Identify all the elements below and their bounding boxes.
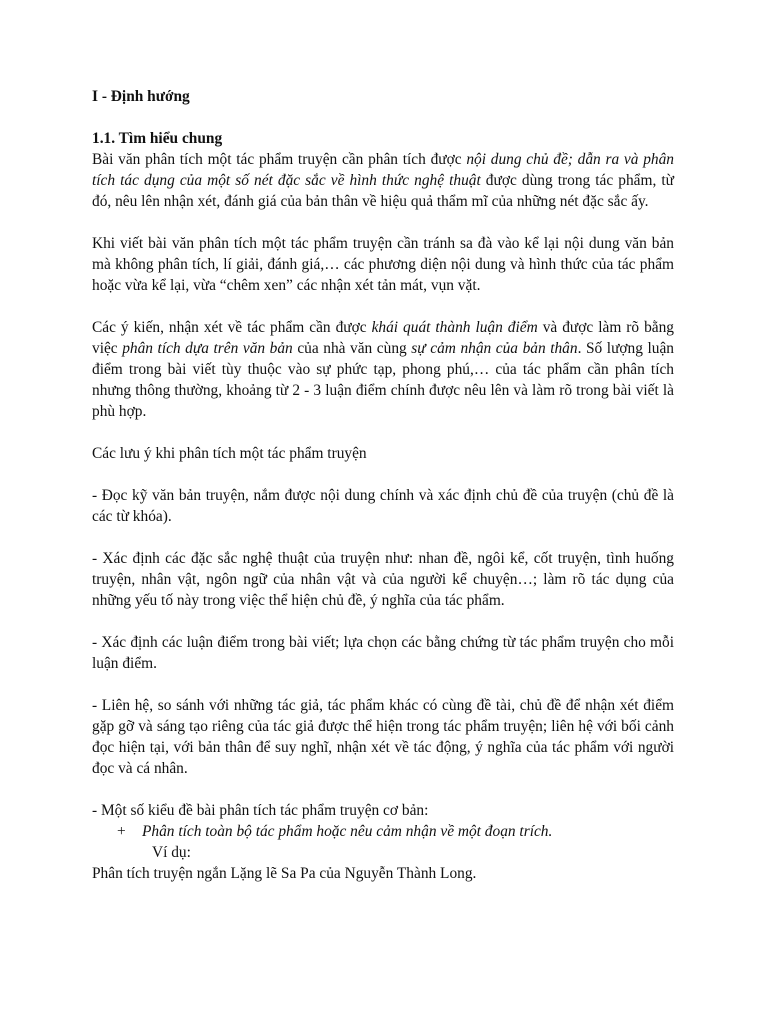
paragraph-intro [92, 149, 674, 212]
paragraph-text: và được làm rõ bằng việc [92, 319, 674, 357]
paragraph-text: của nhà văn cùng [292, 340, 412, 357]
italic-emphasis: phân tích dựa trên văn bản [122, 340, 293, 357]
sub-list-text: Phân tích toàn bộ tác phẩm hoặc nêu cảm nhận về một đoạn trích. [142, 823, 553, 840]
subsection-heading: 1.1. Tìm hiểu chung [92, 130, 223, 147]
paragraph-notes-title: Các lưu ý khi phân tích một tác phẩm truyện [92, 445, 367, 462]
example-text: Phân tích truyện ngắn Lặng lẽ Sa Pa của Nguyễn Thành Long. [92, 865, 477, 882]
paragraph-text: Bài văn phân tích một tác phẩm truyện cần phân tích được [92, 151, 467, 168]
paragraph-text: . Số lượng luận điểm trong bài viết tùy thuộc vào sự phức tạp, phong phú,… của tác phẩm cần phân tích nhưng thông thường, khoảng từ 2 - 3 luận điểm chính được nêu lên và làm rõ trong bài viết là phù hợp. [92, 340, 675, 420]
paragraph-arguments [92, 317, 674, 422]
section-heading: I - Định hướng [92, 88, 190, 105]
paragraph-text: được dùng trong tác phẩm, từ đó, nêu lên nhận xét, đánh giá của bản thân về hiệu quả thẩm mĩ của những nét đặc sắc ấy. [92, 172, 674, 210]
list-item-arguments: - Xác định các luận điểm trong bài viết; lựa chọn các bằng chứng từ tác phẩm truyện cho mỗi luận điểm. [92, 634, 674, 672]
paragraph-avoid: Khi viết bài văn phân tích một tác phẩm truyện cần tránh sa đà vào kể lại nội dung văn bản mà không phân tích, lí giải, đánh giá,… các phương diện nội dung và hình thức của tác phẩm hoặc vừa kể lại, vừa “chêm xen” các nhận xét tản mát, vụn vặt. [92, 235, 674, 294]
document-content [92, 86, 674, 884]
italic-emphasis: khái quát thành luận điểm [371, 319, 538, 336]
italic-emphasis: nội dung chủ đề; dẫn ra và phân tích tác dụng của một số nét đặc sắc về hình thức nghệ thuật [92, 151, 674, 189]
list-item-compare: - Liên hệ, so sánh với những tác giả, tác phẩm khác có cùng đề tài, chủ đề để nhận xét điểm gặp gỡ và sáng tạo riêng của tác giả được thể hiện trong tác phẩm truyện; liên hệ với bối cảnh đọc hiện tại, với bản thân để suy nghĩ, nhận xét về tác động, ý nghĩa của tác phẩm với người đọc và cá nhân. [92, 697, 674, 777]
sub-list-item [92, 821, 674, 842]
paragraph-text: Các ý kiến, nhận xét về tác phẩm cần được [92, 319, 372, 336]
list-item-topic-types: - Một số kiểu đề bài phân tích tác phẩm truyện cơ bản: [92, 802, 429, 819]
plus-marker: + [117, 823, 126, 840]
example-label: Ví dụ: [152, 844, 191, 861]
italic-emphasis: sự cảm nhận của bản thân [411, 340, 578, 357]
list-item-read: - Đọc kỹ văn bản truyện, nắm được nội dung chính và xác định chủ đề của truyện (chủ đề là các từ khóa). [92, 487, 674, 525]
list-item-art: - Xác định các đặc sắc nghệ thuật của truyện như: nhan đề, ngôi kể, cốt truyện, tình huống truyện, nhân vật, ngôn ngữ của nhân vật và của người kể chuyện…; làm rõ tác dụng của những yếu tố này trong việc thể hiện chủ đề, ý nghĩa của tác phẩm. [92, 550, 674, 609]
